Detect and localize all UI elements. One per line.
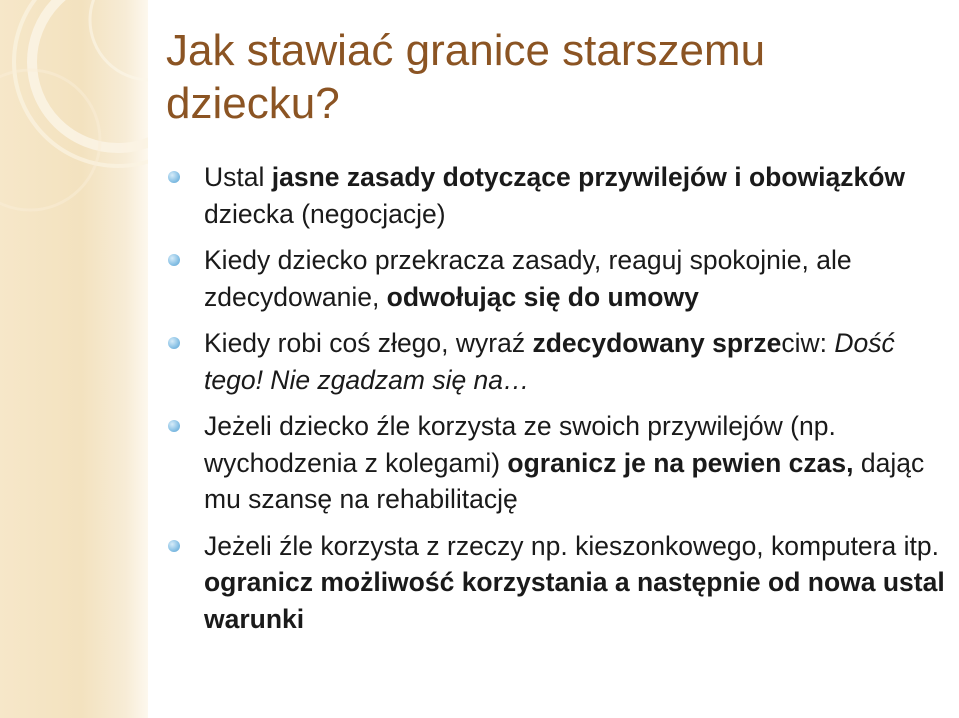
- bullet-text: ciw:: [781, 328, 835, 358]
- bullet-item: [166, 242, 946, 315]
- bullet-text: dając mu szansę na rehabilitację: [204, 447, 925, 514]
- bullet-text-italic: Dość tego! Nie zgadzam się na…: [204, 328, 895, 395]
- bullet-item: [166, 325, 946, 398]
- decorative-side-band: [0, 0, 148, 718]
- bullet-dot-icon: [168, 254, 180, 266]
- bullet-text: Ustal: [204, 162, 272, 192]
- bullet-text: dziecka (negocjacje): [204, 198, 446, 229]
- bullet-item: [166, 408, 946, 518]
- title-line-2: dziecku?: [166, 79, 340, 128]
- bullet-text: Jeżeli źle korzysta z rzeczy np. kieszonkowego, komputera itp.: [204, 530, 939, 561]
- bullet-list: [166, 159, 946, 647]
- bullet-text: Jeżeli dziecko źle korzysta ze swoich przywilejów (np. wychodzenia z kolegami): [204, 411, 836, 478]
- slide-title: [166, 24, 926, 130]
- bullet-dot-icon: [168, 420, 180, 432]
- bullet-text: Kiedy robi coś złego, wyraź: [204, 328, 533, 358]
- bullet-text: Kiedy dziecko przekracza zasady, reaguj spokojnie, ale zdecydowanie,: [204, 245, 852, 312]
- bullet-text-bold: zdecydowany sprze: [532, 328, 782, 358]
- title-line-1: Jak stawiać granice starszemu: [166, 26, 766, 75]
- bullet-dot-icon: [168, 337, 180, 349]
- bullet-item: [166, 528, 946, 638]
- bullet-dot-icon: [168, 540, 180, 552]
- bullet-item: [166, 159, 946, 232]
- decorative-arcs-icon: [0, 0, 148, 718]
- bullet-text-bold: jasne zasady dotyczące przywilejów i obowiązków: [271, 162, 906, 192]
- bullet-text-bold: ogranicz je na pewien czas,: [507, 447, 854, 478]
- bullet-dot-icon: [168, 171, 180, 183]
- bullet-text-bold: ogranicz możliwość korzystania a następnie od nowa ustal warunki: [204, 567, 945, 634]
- bullet-text-bold: odwołując się do umowy: [386, 281, 699, 312]
